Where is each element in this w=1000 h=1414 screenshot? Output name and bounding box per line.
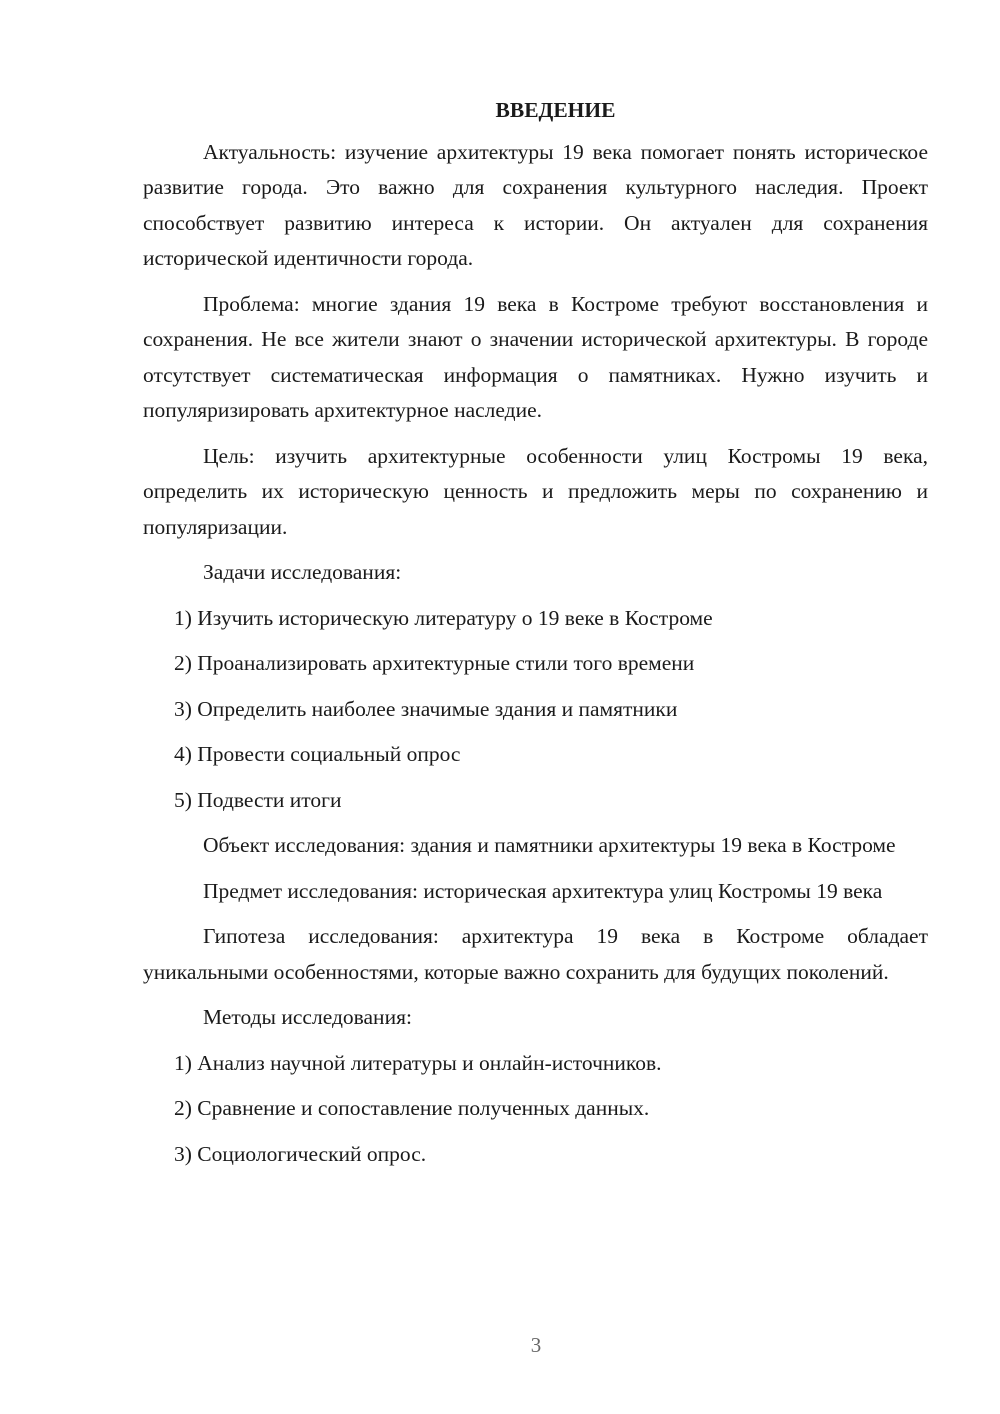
list-item: 4) Провести социальный опрос xyxy=(174,742,461,766)
list-item: 1) Изучить историческую литературу о 19 веке в Костроме xyxy=(174,605,713,630)
object-paragraph: Объект исследования: здания и памятники архитектуры 19 века в Костроме xyxy=(203,833,896,857)
list-item: 5) Подвести итоги xyxy=(174,787,342,812)
goal-paragraph: Цель: изучить архитектурные особенности улиц Костромы 19 века, определить их историческую ценность и предложить меры по сохранению и популяризации. xyxy=(143,443,928,539)
methods-heading: Методы исследования: xyxy=(203,1005,412,1029)
page-number: 3 xyxy=(530,1333,542,1357)
problem-paragraph: Проблема: многие здания 19 века в Костроме требуют восстановления и сохранения. Не все жители знают о значении исторической архитектуры. В городе отсутствует систематическая информация о памятниках. Нужно изучить и популяризировать архитектурное наследие. xyxy=(143,291,928,422)
subject-paragraph: Предмет исследования: историческая архитектура улиц Костромы 19 века xyxy=(203,878,883,903)
page-content xyxy=(143,93,928,1182)
methods-list xyxy=(143,1046,928,1173)
list-item: 2) Сравнение и сопоставление полученных данных. xyxy=(174,1096,650,1120)
list-item: 2) Проанализировать архитектурные стили того времени xyxy=(174,651,695,675)
list-item: 3) Социологический опрос. xyxy=(174,1141,427,1166)
relevance-paragraph: Актуальность: изучение архитектуры 19 века помогает понять историческое развитие города. Это важно для сохранения культурного наследия. Проект способствует развитию интереса к истории. Он актуален для сохранения исторической идентичности города. xyxy=(143,139,928,270)
list-item: 1) Анализ научной литературы и онлайн-источников. xyxy=(174,1050,662,1075)
list-item: 3) Определить наиболее значимые здания и памятники xyxy=(174,696,678,721)
tasks-list xyxy=(143,601,928,819)
hypothesis-paragraph: Гипотеза исследования: архитектура 19 века в Костроме обладает уникальными особенностями, которые важно сохранить для будущих поколений. xyxy=(143,924,928,984)
tasks-heading: Задачи исследования: xyxy=(203,560,402,584)
page-title: ВВЕДЕНИЕ xyxy=(495,98,616,122)
